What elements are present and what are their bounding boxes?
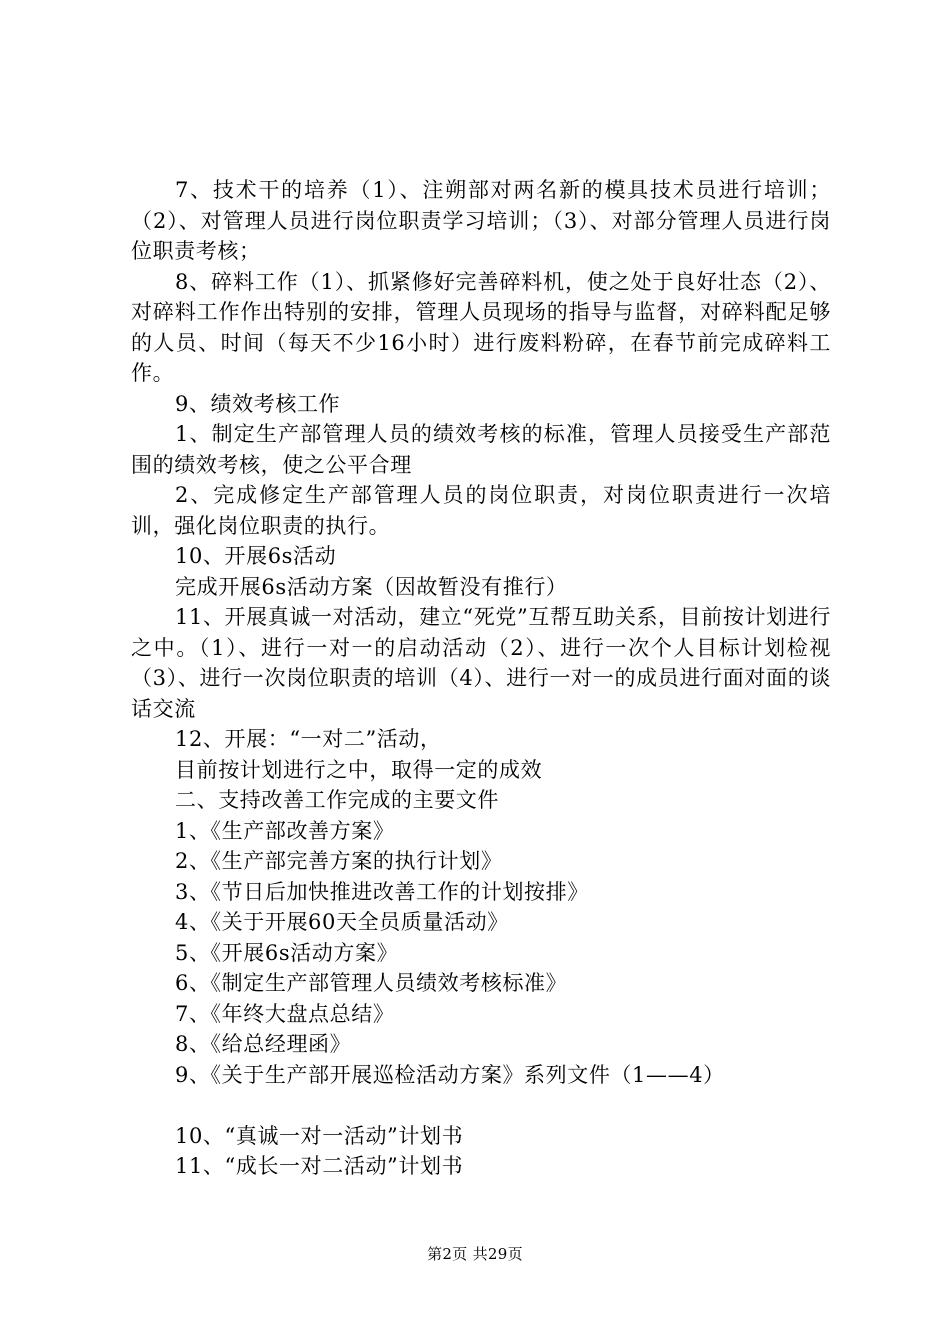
list-item: 10、“真诚一对一活动”计划书 [175, 1123, 464, 1148]
paragraph-performance-1: 1、制定生产部管理人员的绩效考核的标准，管理人员接受生产部范围的绩效考核，使之公平合理 [131, 422, 831, 477]
paragraph-6s-plan: 完成开展6s活动方案（因故暂没有推行） [175, 574, 568, 599]
list-item: 1、《生产部改善方案》 [175, 818, 395, 843]
page-footer: 第2页 共29页 [427, 1245, 523, 1263]
list-item: 3、《节日后加快推进改善工作的计划按排》 [175, 879, 589, 904]
section-heading-documents: 二、支持改善工作完成的主要文件 [175, 788, 499, 812]
list-item: 9、《关于生产部开展巡检活动方案》系列文件（1——4） [175, 1062, 725, 1087]
paragraph-performance-heading: 9、绩效考核工作 [175, 391, 341, 416]
paragraph-scrap-work: 8、碎料工作（1）、抓紧修好完善碎料机，使之处于良好壮态（2）、对碎料工作作出特别的安排，管理人员现场的指导与监督，对碎料配足够的人员、时间（每天不少16小时）进行废料粉碎，在春节前完成碎料工作。 [131, 269, 831, 385]
paragraph-training: 7、技术干的培养（1）、注朔部对两名新的模具技术员进行培训；（2）、对管理人员进行岗位职责学习培训；（3）、对部分管理人员进行岗位职责考核； [131, 178, 831, 263]
blank-line [131, 1090, 831, 1121]
paragraph-performance-2: 2、完成修定生产部管理人员的岗位职责，对岗位职责进行一次培训，强化岗位职责的执行。 [131, 483, 831, 538]
paragraph-one-on-one: 11、开展真诚一对活动，建立“死党”互帮互助关系，目前按计划进行之中。（1）、进行一对一的启动活动（2）、进行一次个人目标计划检视（3）、进行一次岗位职责的培训（4）、进行一对一的成员进行面对面的谈话交流 [131, 605, 831, 721]
list-item: 8、《给总经理函》 [175, 1032, 352, 1056]
list-item: 7、《年终大盘点总结》 [175, 1001, 395, 1026]
document-body [131, 175, 831, 1182]
paragraph-one-on-two-status: 目前按计划进行之中，取得一定的成效 [175, 757, 543, 782]
list-item: 4、《关于开展60天全员质量活动》 [175, 910, 509, 934]
paragraph-6s-heading: 10、开展6s活动 [175, 544, 337, 568]
list-item: 6、《制定生产部管理人员绩效考核标准》 [175, 971, 568, 995]
list-item: 5、《开展6s活动方案》 [175, 940, 399, 965]
paragraph-one-on-two-heading: 12、开展：“一对二”活动， [175, 727, 442, 751]
list-item: 2、《生产部完善方案的执行计划》 [175, 849, 503, 873]
list-item: 11、“成长一对二活动”计划书 [175, 1154, 464, 1178]
